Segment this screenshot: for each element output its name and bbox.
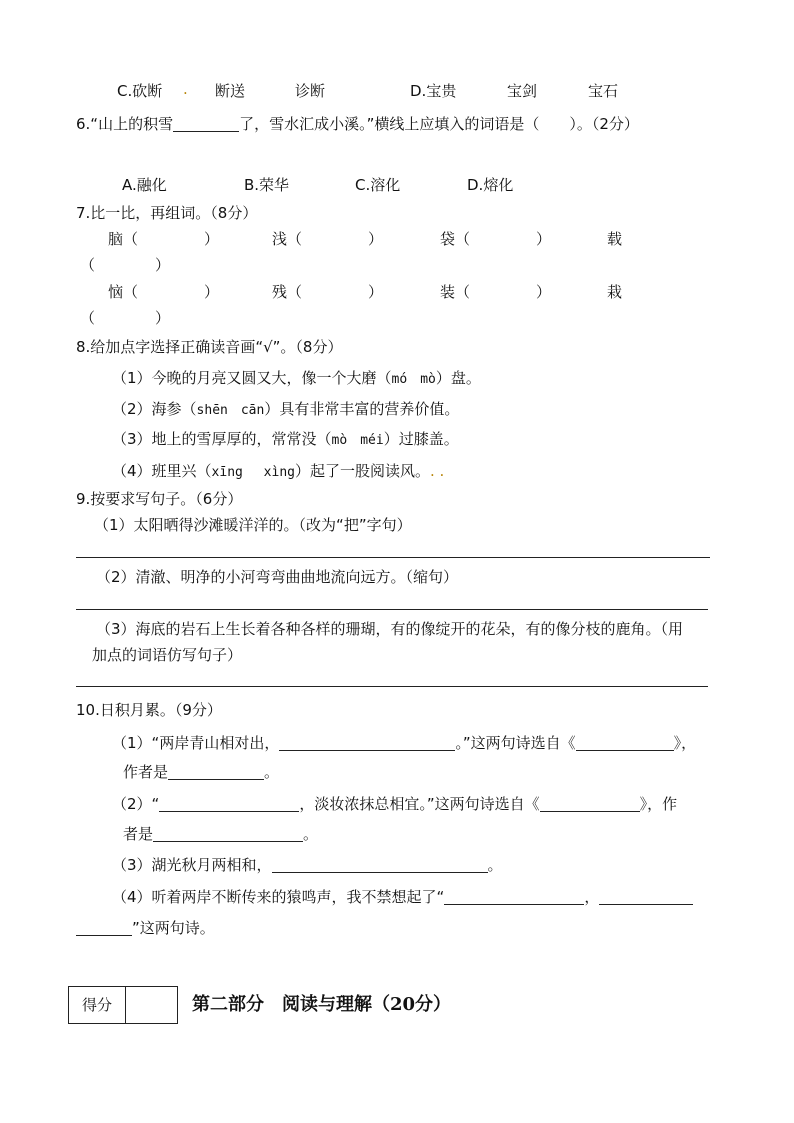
q5-emphasis-dot: .	[183, 80, 188, 98]
q10-item-2-author-row	[123, 826, 318, 842]
q5-option-c-word1: C.砍断	[117, 82, 163, 100]
q9-sentence-1: （1）太阳晒得沙滩暖洋洋的。（改为“把”字句）	[94, 516, 412, 534]
q8-item-2-end: ）具有非常丰富的营养价值。	[264, 400, 460, 418]
q7-row2-close2: ）	[368, 283, 384, 301]
q5-option-c-word2: 断送	[215, 82, 246, 100]
q10-item-2-blank-line[interactable]	[159, 796, 299, 812]
q7-row1-char3: 袋（	[440, 230, 471, 248]
q9-answer-line-2[interactable]	[76, 609, 708, 610]
q8-title: 8.给加点字选择正确读音画“√”。（8分）	[76, 338, 343, 356]
q10-item-4-blank-1[interactable]	[444, 889, 584, 905]
q10-item-3-text: （3）湖光秋月两相和，	[112, 856, 272, 874]
q10-item-1-close: 》，	[673, 734, 697, 752]
q10-item-2-period: 。	[303, 825, 319, 843]
q9-sentence-3b: 加点的词语仿写句子）	[92, 646, 243, 664]
q9-sentence-3a: （3）海底的岩石上生长着各种各样的珊瑚，有的像绽开的花朵，有的像分枝的鹿角。（用	[96, 620, 684, 638]
q8-item-4-text: （4）班里兴（	[112, 462, 212, 480]
q6-option-a[interactable]: A.融化	[122, 176, 167, 194]
q8-item-3-pinyin-options[interactable]: mò méi	[331, 433, 384, 448]
q10-item-4-blank-2a[interactable]	[599, 889, 693, 905]
q10-item-2-blank-title[interactable]	[540, 796, 640, 812]
q7-row1-char4: 载	[607, 230, 623, 248]
q7-row2-close3: ）	[536, 283, 552, 301]
q8-item-2	[112, 402, 459, 417]
score-box	[68, 986, 178, 1024]
q6-question	[76, 116, 639, 132]
q9-sentence-2: （2）清澈、明净的小河弯弯曲曲地流向远方。（缩句）	[96, 568, 459, 586]
q5-option-d-word2: 宝剑	[507, 82, 538, 100]
q7-row2-char3: 装（	[440, 283, 471, 301]
q9-title: 9.按要求写句子。（6分）	[76, 490, 243, 508]
q10-item-2-blank-author[interactable]	[153, 826, 303, 842]
q6-option-d[interactable]: D.熔化	[467, 176, 514, 194]
q10-item-1-blank-line[interactable]	[279, 735, 455, 751]
q8-item-4-end: ）起了一股阅读风。	[295, 462, 431, 480]
q10-item-3-period: 。	[487, 856, 503, 874]
q10-item-4-cont	[76, 920, 215, 936]
q7-row1-close3: ）	[536, 230, 552, 248]
q10-item-2-close: 》，作	[639, 795, 678, 813]
q6-suffix: 了，雪水汇成小溪。”横线上应填入的词语是（ ）。（2分）	[239, 115, 639, 133]
part-two-title: 第二部分 阅读与理解（20分）	[192, 994, 452, 1015]
q7-row2-char1: 恼（	[108, 283, 139, 301]
q7-row1-close2: ）	[368, 230, 384, 248]
q7-row1-char1: 脑（	[108, 230, 139, 248]
q8-item-4-dots: . .	[430, 462, 445, 480]
q5-option-d-word1: D.宝贵	[410, 82, 457, 100]
q9-answer-line-3[interactable]	[76, 686, 708, 687]
q8-item-4-pinyin-options[interactable]: xīng xìng	[211, 465, 295, 480]
q8-item-1-pinyin-options[interactable]: mó mò	[391, 372, 436, 387]
q10-item-1-text: （1）“两岸青山相对出，	[112, 734, 280, 752]
q7-row2-wrap-blank[interactable]: （ ）	[80, 309, 171, 327]
q10-item-2-text: ，淡妆浓抹总相宜。”这两句诗选自《	[299, 795, 540, 813]
q10-item-2-author-label: 者是	[123, 825, 154, 843]
q10-item-4-blank-2b[interactable]	[76, 920, 132, 936]
q10-item-1	[112, 735, 696, 751]
q10-item-3	[112, 857, 503, 873]
q10-item-1-source-text: 。”这两句诗选自《	[455, 734, 576, 752]
q8-item-1-end: ）盘。	[435, 369, 481, 387]
q7-row2-char4: 栽	[607, 283, 623, 301]
q8-item-3-text: （3）地上的雪厚厚的，常常没（	[112, 430, 332, 448]
q6-answer-blank[interactable]	[173, 116, 239, 132]
q8-item-2-pinyin-options[interactable]: shēn cān	[196, 403, 265, 418]
q10-item-3-blank[interactable]	[272, 857, 488, 873]
q6-prefix: 6.“山上的积雪	[76, 115, 174, 133]
q7-row1-close1: ）	[204, 230, 220, 248]
q8-item-4	[112, 464, 444, 479]
q10-item-4-end: ”这两句诗。	[132, 919, 215, 937]
q10-item-4	[112, 889, 693, 905]
q6-option-b[interactable]: B.荣华	[244, 176, 290, 194]
q8-item-1	[112, 371, 481, 386]
q5-option-d-word3: 宝石	[588, 82, 619, 100]
q6-option-c[interactable]: C.溶化	[355, 176, 401, 194]
q8-item-3	[112, 432, 459, 447]
q8-item-2-text: （2）海参（	[112, 400, 197, 418]
q9-answer-line-1[interactable]	[76, 557, 710, 558]
q10-item-1-blank-author[interactable]	[168, 764, 264, 780]
q10-item-1-period: 。	[264, 763, 280, 781]
q10-item-2	[112, 796, 677, 812]
q10-item-4-text: （4）听着两岸不断传来的猿鸣声，我不禁想起了“	[112, 888, 445, 906]
q8-item-3-end: ）过膝盖。	[383, 430, 459, 448]
q8-item-1-text: （1）今晚的月亮又圆又大，像一个大磨（	[112, 369, 392, 387]
q10-title: 10.日积月累。（9分）	[76, 701, 222, 719]
q7-row2-close1: ）	[204, 283, 220, 301]
q7-row1-char2: 浅（	[272, 230, 303, 248]
q10-item-2-open: （2）“	[112, 795, 160, 813]
q5-option-c-word3: 诊断	[295, 82, 326, 100]
q7-row2-char2: 残（	[272, 283, 303, 301]
q7-row1-wrap-blank[interactable]: （ ）	[80, 256, 171, 274]
score-blank-cell[interactable]	[126, 987, 177, 1023]
q10-item-1-blank-title[interactable]	[576, 735, 674, 751]
q10-item-1-author-label: 作者是	[123, 763, 169, 781]
q7-title: 7.比一比，再组词。（8分）	[76, 204, 258, 222]
q10-item-4-comma: ，	[584, 888, 600, 906]
q10-item-1-author-row	[123, 764, 279, 780]
score-label: 得分	[69, 987, 126, 1023]
